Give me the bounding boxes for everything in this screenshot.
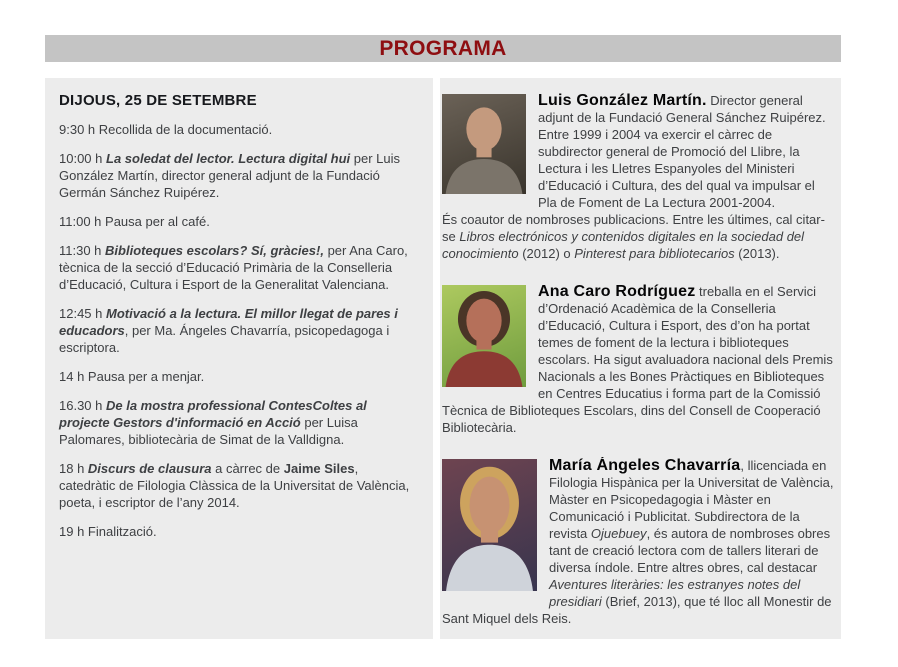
text-segment: 9:30 h Recollida de la documentació. — [59, 122, 273, 137]
text-segment: , catedràtic de Filologia Clàssica de la Universitat de València, poeta, i escriptor de l’any 2014. — [59, 461, 410, 510]
text-segment: 11:00 h Pausa per al café. — [59, 214, 210, 229]
text-segment: 16.30 h — [59, 398, 106, 413]
text-segment: treballa en el Servici d’Ordenació Acadèmica de la Conselleria d’Educació, Cultura i Esport, des d’on ha portat temes de foment de la lectura i biblioteques escolars. Ha sigut avaluadora nacional dels Premis Nacionals a les Bones Pràctiques en Biblioteques en Centres Educatius i forma part de la Comissió Tècnica de Biblioteques Escolars, dins del Consell de Cooperació Bibliotecària. — [442, 284, 833, 435]
text-segment: per Luisa Palomares, bibliotecària de Simat de la Valldigna. — [59, 415, 358, 447]
text-segment: És coautor de nombroses publicacions. Entre les últimes, cal citar-se — [442, 212, 825, 244]
speaker-photo — [442, 285, 526, 387]
text-segment: 19 h Finalització. — [59, 524, 157, 539]
text-segment: Motivació a la lectura. El millor llegat de pares i educadors — [59, 306, 398, 338]
speaker-name: Ana Caro Rodríguez — [538, 283, 696, 300]
speaker-photo — [442, 94, 526, 194]
schedule-item — [59, 523, 418, 540]
portrait-silhouette-icon — [442, 459, 537, 591]
speaker-name: Luis González Martín. — [538, 92, 707, 109]
speaker-photo — [442, 459, 537, 591]
text-segment: Libros electrónicos y contenidos digitales en la sociedad del conocimiento — [442, 229, 805, 261]
text-segment: Pinterest para bibliotecarios — [574, 246, 735, 261]
text-segment: 10:00 h — [59, 151, 106, 166]
text-segment: Jaime Siles — [283, 461, 355, 476]
text-segment: Biblioteques escolars? Sí, gràcies!, — [105, 243, 324, 258]
text-segment: (Brief, 2013), que té lloc all Monestir de Sant Miquel dels Reis. — [442, 594, 832, 626]
speaker-name: María Ángeles Chavarría — [549, 457, 741, 474]
portrait-silhouette-icon — [442, 94, 526, 194]
text-segment: , per Ma. Ángeles Chavarría, psicopedagoga i escriptora. — [59, 323, 390, 355]
page-title: PROGRAMA — [379, 36, 507, 60]
text-segment: 18 h — [59, 461, 88, 476]
speaker-bio — [442, 457, 835, 627]
speakers-list — [442, 92, 835, 627]
text-segment: (2013). — [734, 246, 780, 261]
text-segment: Director general adjunt de la Fundació General Sánchez Ruipérez. Entre 1999 i 2004 va exercir el càrrec de subdirector general de Promoció del Llibre, la Lectura i les Lletres Espanyoles del Ministeri d’Educació i Cultura, des del qual va impulsar el Pla de Foment de La Lectura 2001-2004. — [538, 93, 826, 210]
speaker-bio — [442, 283, 835, 436]
text-segment: Discurs de clausura — [87, 461, 212, 476]
speakers-panel — [440, 78, 841, 639]
text-segment: 14 h Pausa per a menjar. — [59, 369, 205, 384]
schedule-item — [59, 397, 418, 448]
schedule-item — [59, 305, 418, 356]
schedule-item — [59, 368, 418, 385]
schedule-item — [59, 242, 418, 293]
portrait-silhouette-icon — [442, 285, 526, 387]
schedule-list — [59, 121, 418, 540]
text-segment: Aventures literàries: les estranyes notes del presidiari — [549, 577, 801, 609]
text-segment: per Luis González Martín, director general adjunt de la Fundació Germán Sánchez Ruipérez. — [59, 151, 401, 200]
program-page — [0, 35, 898, 667]
page-header — [45, 35, 841, 62]
content-columns — [45, 78, 841, 639]
schedule-item — [59, 213, 418, 230]
text-segment: 12:45 h — [59, 306, 106, 321]
text-segment: De la mostra professional ContesColtes al projecte Gestors d'informació en Acció — [59, 398, 367, 430]
text-segment: , llicenciada en Filologia Hispànica per la Universitat de València, Màster en Psicopedagogia i Màster en Comunicació i Publicitat. Subdirectora de la revista — [549, 458, 834, 541]
speaker-bio — [442, 92, 835, 262]
text-segment: per Ana Caro, tècnica de la secció d’Educació Primària de la Conselleria d’Educació, Cultura i Esport de la Generalitat Valenciana. — [59, 243, 408, 292]
schedule-day-heading: DIJOUS, 25 DE SETEMBRE — [59, 92, 257, 109]
text-segment: , és autora de nombroses obres tant de creació lectora com de tallers literari de diversa índole. Entre altres obres, cal destacar — [549, 526, 831, 575]
text-segment: a càrrec de — [211, 461, 284, 476]
text-segment: Ojuebuey — [590, 526, 647, 541]
text-segment: (2012) o — [518, 246, 575, 261]
text-segment: La soledat del lector. Lectura digital hui — [106, 151, 351, 166]
schedule-item — [59, 121, 418, 138]
text-segment: 11:30 h — [59, 243, 106, 258]
schedule-item — [59, 460, 418, 511]
schedule-item — [59, 150, 418, 201]
schedule-panel — [45, 78, 433, 639]
